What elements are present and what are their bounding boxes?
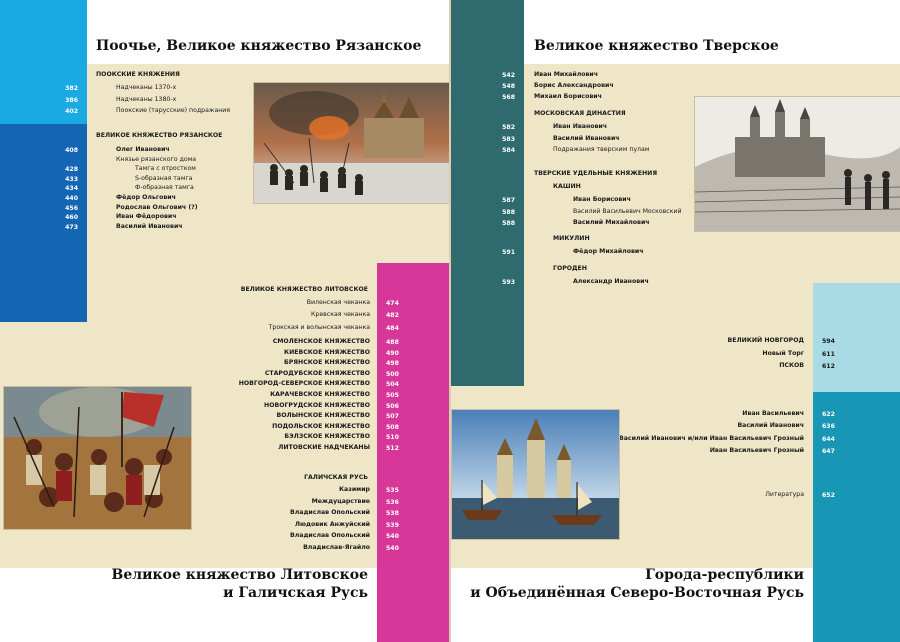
toc-page-number: 504 bbox=[386, 381, 399, 389]
toc-entry-label: СТАРОДУБСКОЕ КНЯЖЕСТВО bbox=[264, 369, 370, 377]
toc-entry-label: Иван Михайлович bbox=[534, 71, 598, 78]
mikulin-heading: МИКУЛИН bbox=[553, 235, 590, 242]
toc-entry-label: Ф-образная тамга bbox=[135, 184, 194, 192]
toc-page-number: 594 bbox=[822, 338, 835, 345]
toc-page-number: 538 bbox=[386, 510, 399, 518]
toc-entry-label: ПСКОВ bbox=[779, 362, 804, 370]
toc-entry-label: ВОЛЫНСКОЕ КНЯЖЕСТВО bbox=[276, 412, 370, 420]
toc-entry-label: Василий Иванович bbox=[116, 222, 183, 230]
toc-page-number: 460 bbox=[65, 214, 78, 222]
toc-entry-label: КИЕВСКОЕ КНЯЖЕСТВО bbox=[284, 348, 370, 356]
left-page-title: Поочье, Великое княжество Рязанское bbox=[96, 38, 422, 54]
toc-entry-label: Василий Иванович bbox=[553, 134, 620, 142]
toc-entry-label: Надчеканы 1370-х bbox=[116, 84, 177, 91]
toc-entry-label: Владислав-Ягайло bbox=[303, 544, 370, 551]
toc-entry-label: КАРАЧЕВСКОЕ КНЯЖЕСТВО bbox=[270, 391, 370, 398]
toc-page-number: 386 bbox=[65, 96, 78, 104]
toc-page-number: 408 bbox=[65, 147, 78, 154]
literature-label: Литература bbox=[765, 491, 804, 498]
toc-entry-label: Иван Васильевич Грозный bbox=[709, 447, 804, 455]
toc-page-number: 535 bbox=[386, 487, 399, 494]
toc-row bbox=[0, 176, 250, 186]
toc-entry-label: Надчеканы 1380-х bbox=[116, 95, 177, 103]
toc-page-number: 440 bbox=[65, 195, 78, 202]
toc-page-number: 593 bbox=[502, 279, 515, 286]
city-painting bbox=[451, 409, 620, 540]
toc-page-number: 482 bbox=[386, 312, 399, 320]
toc-page-number: 636 bbox=[822, 423, 835, 431]
toc-page-number: 510 bbox=[386, 434, 399, 442]
toc-page-number: 588 bbox=[502, 220, 515, 228]
toc-entry-label: Родослав Ольгович (?) bbox=[116, 203, 198, 211]
toc-entry-label: Трокская и волынская чеканка bbox=[268, 323, 370, 331]
toc-row bbox=[451, 147, 701, 159]
fortress-battle-image bbox=[254, 83, 450, 203]
toc-row bbox=[451, 363, 900, 376]
toc-page-number: 507 bbox=[386, 413, 399, 421]
toc-page-number: 456 bbox=[65, 204, 78, 212]
toc-row bbox=[0, 545, 450, 557]
toc-page-number: 588 bbox=[502, 208, 515, 216]
toc-entry-label: Владислав Опольский bbox=[290, 532, 370, 540]
lithuania-heading: ВЕЛИКОЕ КНЯЖЕСТВО ЛИТОВСКОЕ bbox=[240, 286, 368, 293]
toc-entry-label: Казимир bbox=[339, 486, 370, 493]
toc-row bbox=[0, 325, 450, 337]
toc-row bbox=[451, 94, 701, 105]
teal-bar bbox=[451, 0, 524, 386]
toc-page-number: 490 bbox=[386, 349, 399, 357]
toc-row bbox=[451, 338, 900, 351]
toc-entry-label: S-образная тамга bbox=[135, 174, 193, 182]
moscow-heading: МОСКОВСКАЯ ДИНАСТИЯ bbox=[534, 110, 626, 117]
toc-page-number: 498 bbox=[386, 360, 399, 368]
toc-page-number: 484 bbox=[386, 324, 399, 332]
toc-entry-label: СМОЛЕНСКОЕ КНЯЖЕСТВО bbox=[272, 338, 370, 345]
toc-row bbox=[451, 220, 701, 232]
toc-page-number: 591 bbox=[502, 249, 515, 256]
toc-row bbox=[0, 533, 450, 545]
toc-page-number: 382 bbox=[65, 85, 78, 92]
toc-entry-label: БЭЛЗСКОЕ КНЯЖЕСТВО bbox=[284, 433, 370, 441]
toc-entry-label: Подражания тверским пулам bbox=[553, 146, 650, 154]
toc-page-number: 512 bbox=[386, 445, 399, 452]
toc-entry-label: Василий Васильевич Московский bbox=[573, 207, 682, 215]
toc-row bbox=[0, 166, 250, 176]
toc-page-number: 583 bbox=[502, 135, 515, 143]
toc-page-number: 488 bbox=[386, 339, 399, 346]
left-bottom-title-line1: Великое княжество Литовское bbox=[111, 567, 368, 583]
toc-entry-label: Тамга с отростком bbox=[135, 165, 196, 173]
toc-row bbox=[0, 300, 450, 312]
toc-page-number: 508 bbox=[386, 423, 399, 431]
toc-entry-label: Михаил Борисович bbox=[534, 93, 602, 101]
toc-page-number: 536 bbox=[386, 498, 399, 506]
toc-page-number: 500 bbox=[386, 370, 399, 378]
kashin-heading: КАШИН bbox=[553, 183, 581, 190]
gorodets-heading: ГОРОДЕН bbox=[553, 265, 587, 272]
toc-page-number: 542 bbox=[502, 72, 515, 79]
toc-row bbox=[451, 351, 900, 364]
toc-entry-label: БРЯНСКОЕ КНЯЖЕСТВО bbox=[284, 359, 370, 367]
toc-row bbox=[0, 157, 250, 167]
toc-entry-label: Новый Торг bbox=[762, 349, 804, 357]
toc-entry-label: Иван Васильевич bbox=[742, 410, 804, 417]
ryazan-heading: ВЕЛИКОЕ КНЯЖЕСТВО РЯЗАНСКОЕ bbox=[96, 132, 223, 139]
toc-page-number: 548 bbox=[502, 83, 515, 91]
toc-entry-label: Виленская чеканка bbox=[306, 299, 370, 306]
toc-entry-label: ПОДОЛЬСКОЕ КНЯЖЕСТВО bbox=[272, 422, 370, 430]
toc-page-number: 402 bbox=[65, 108, 78, 116]
toc-entry-label: Фёдор Михайлович bbox=[573, 248, 644, 255]
toc-page-number: 587 bbox=[502, 197, 515, 204]
toc-page-number: 434 bbox=[65, 185, 78, 193]
toc-row bbox=[0, 350, 450, 361]
toc-entry-label: ВЕЛИКИЙ НОВГОРОД bbox=[727, 337, 804, 344]
galicia-heading: ГАЛИЧСКАЯ РУСЬ bbox=[304, 474, 368, 481]
left-bottom-title-line2: и Галичская Русь bbox=[223, 585, 368, 601]
toc-entry-label: Поокские (тарусские) подражания bbox=[116, 107, 231, 115]
toc-row bbox=[0, 224, 250, 234]
toc-page-number: 622 bbox=[822, 411, 835, 418]
toc-page-number: 644 bbox=[822, 435, 835, 443]
toc-page-number: 612 bbox=[822, 363, 835, 371]
toc-entry-label: Олег Иванович bbox=[116, 146, 170, 153]
toc-entry-label: Иван Фёдорович bbox=[116, 213, 177, 221]
town-engraving-image bbox=[695, 97, 900, 231]
toc-page-number: 474 bbox=[386, 300, 399, 307]
toc-entry-label: Фёдор Ольгович bbox=[116, 194, 176, 201]
right-bottom-title-line2: и Объединённая Северо-Восточная Русь bbox=[470, 585, 804, 601]
toc-entry-label: Василий Иванович bbox=[737, 422, 804, 430]
toc-row bbox=[451, 249, 701, 261]
toc-entry-label: Василий Иванович и/или Иван Васильевич Грозный bbox=[619, 434, 804, 442]
toc-row bbox=[0, 371, 450, 382]
toc-row bbox=[0, 312, 450, 324]
right-bottom-title-line1: Города-республики bbox=[645, 567, 804, 583]
toc-entry-label: НОВОГРУДСКОЕ КНЯЖЕСТВО bbox=[264, 401, 370, 409]
toc-row bbox=[0, 339, 450, 350]
toc-entry-label: Иван Иванович bbox=[553, 123, 607, 130]
grunwald-battle-painting bbox=[3, 386, 192, 530]
toc-entry-label: Александр Иванович bbox=[573, 278, 649, 285]
toc-page-number: 473 bbox=[65, 223, 78, 231]
toc-entry-label: ЛИТОВСКИЕ НАДЧЕКАНЫ bbox=[278, 444, 370, 451]
toc-page-number: 433 bbox=[65, 175, 78, 183]
toc-entry-label: Князье рязанского дома bbox=[116, 155, 197, 163]
toc-row bbox=[0, 360, 450, 371]
toc-entry-label: НОВГОРОД-СЕВЕРСКОЕ КНЯЖЕСТВО bbox=[238, 380, 370, 388]
toc-page-number: 611 bbox=[822, 350, 835, 358]
fortress-battle-painting bbox=[253, 82, 451, 204]
toc-page-number: 539 bbox=[386, 521, 399, 529]
toc-page-number: 540 bbox=[386, 545, 399, 552]
toc-entry-label: Владислав Опольский bbox=[290, 509, 370, 517]
poochye-heading: ПООКСКИЕ КНЯЖЕНИЯ bbox=[96, 71, 180, 78]
toc-row bbox=[0, 108, 250, 120]
toc-row bbox=[0, 85, 250, 97]
toc-entry-label: Междуцарствие bbox=[311, 497, 370, 505]
toc-entry-label: Людовик Анжуйский bbox=[294, 520, 370, 528]
toc-page-number: 582 bbox=[502, 124, 515, 131]
battle-scene-image bbox=[4, 387, 191, 529]
city-harbor-image bbox=[452, 410, 619, 539]
right-page-title: Великое княжество Тверское bbox=[534, 38, 779, 54]
toc-row bbox=[451, 197, 701, 209]
toc-page-number: 647 bbox=[822, 448, 835, 456]
toc-page-number: 505 bbox=[386, 392, 399, 399]
literature-page: 652 bbox=[822, 492, 835, 499]
toc-entry-label: Кревская чеканка bbox=[311, 311, 370, 319]
toc-entry-label: Василий Михайлович bbox=[573, 219, 650, 227]
tver-engraving bbox=[694, 96, 900, 232]
toc-page-number: 540 bbox=[386, 533, 399, 541]
toc-entry-label: Иван Борисович bbox=[573, 196, 631, 203]
toc-page-number: 584 bbox=[502, 147, 515, 155]
toc-page-number: 568 bbox=[502, 94, 515, 102]
toc-row bbox=[451, 124, 701, 136]
toc-page-number: 428 bbox=[65, 166, 78, 174]
toc-row bbox=[451, 279, 701, 291]
toc-page-number: 506 bbox=[386, 402, 399, 410]
appanage-heading: ТВЕРСКИЕ УДЕЛЬНЫЕ КНЯЖЕНИЯ bbox=[534, 170, 658, 177]
toc-entry-label: Борис Александрович bbox=[534, 82, 614, 90]
